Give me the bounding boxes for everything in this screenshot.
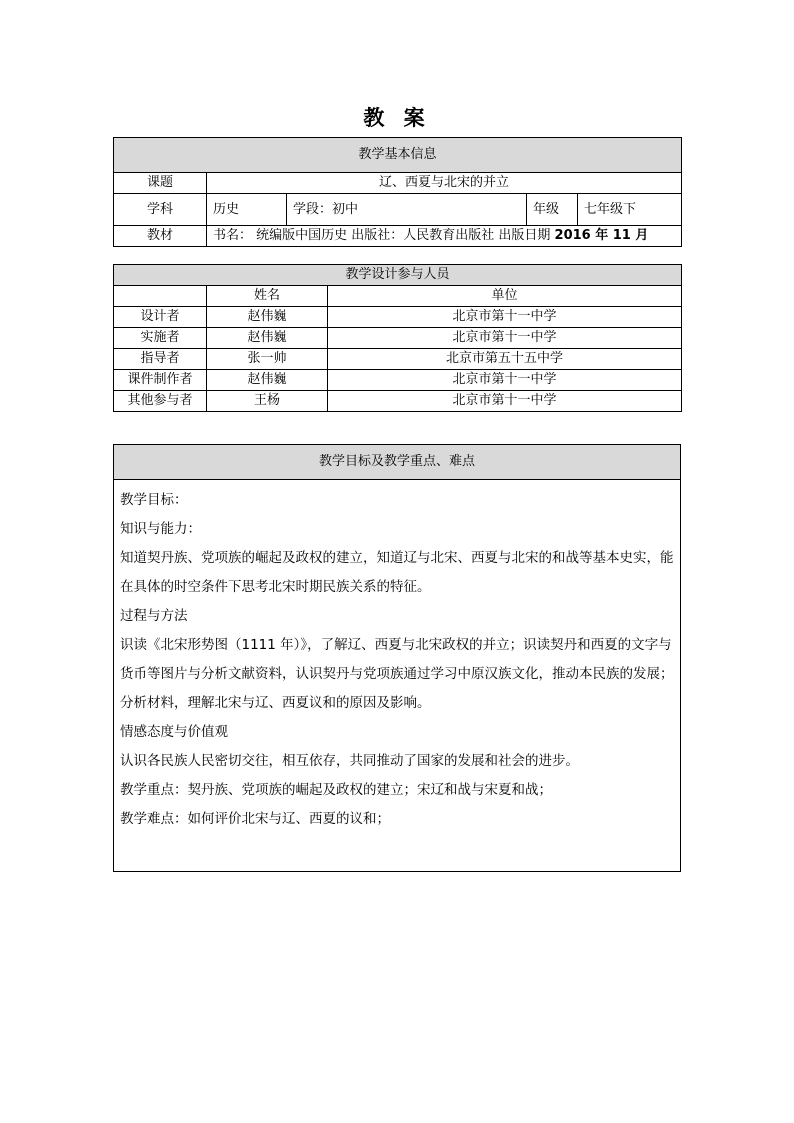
process-text: 识读《北宋形势图（1111 年）》，了解辽、西夏与北宋政权的并立；识读契丹和西夏的文字与货币等图片与分析文献资料，认识契丹与党项族通过学习中原汉族文化，推动本民族的发展；分析材料，理解北宋与辽、西夏议和的原因及影响。	[120, 637, 674, 711]
grade-value: 七年级下	[578, 194, 682, 226]
name-cell: 赵伟巍	[207, 370, 328, 391]
difficult-points: 教学难点：如何评价北宋与辽、西夏的议和；	[120, 811, 390, 827]
unit-cell: 北京市第十一中学	[328, 328, 682, 349]
basic-info-table	[113, 137, 682, 247]
table-row	[114, 307, 682, 328]
name-cell: 赵伟巍	[207, 328, 328, 349]
topic-label: 课题	[114, 173, 207, 194]
textbook-date: 2016 年 11 月	[554, 228, 649, 243]
name-cell: 王杨	[207, 391, 328, 412]
subject-value: 历史	[207, 194, 287, 226]
role-cell: 指导者	[114, 349, 207, 370]
table-row	[114, 370, 682, 391]
key-points: 教学重点：契丹族、党项族的崛起及政权的建立；宋辽和战与宋夏和战；	[120, 782, 552, 798]
participants-header: 教学设计参与人员	[114, 265, 682, 286]
table-row	[114, 349, 682, 370]
page-title: 教 案	[363, 106, 431, 130]
role-cell: 设计者	[114, 307, 207, 328]
corner-cell	[114, 286, 207, 307]
role-cell: 课件制作者	[114, 370, 207, 391]
process-heading: 过程与方法	[120, 608, 188, 624]
knowledge-heading: 知识与能力：	[120, 521, 201, 537]
knowledge-text: 知道契丹族、党项族的崛起及政权的建立，知道辽与北宋、西夏与北宋的和战等基本史实，能在具体的时空条件下思考北宋时期民族关系的特征。	[120, 550, 674, 595]
role-cell: 实施者	[114, 328, 207, 349]
name-cell: 张一帅	[207, 349, 328, 370]
goals-table	[113, 444, 681, 872]
unit-cell: 北京市第十一中学	[328, 307, 682, 328]
column-header-name: 姓名	[207, 286, 328, 307]
column-header-unit: 单位	[328, 286, 682, 307]
unit-cell: 北京市第十一中学	[328, 391, 682, 412]
topic-value: 辽、西夏与北宋的并立	[207, 173, 682, 194]
values-text: 认识各民族人民密切交往，相互依存，共同推动了国家的发展和社会的进步。	[120, 753, 579, 769]
goals-heading: 教学目标：	[120, 492, 188, 508]
unit-cell: 北京市第十一中学	[328, 370, 682, 391]
stage-value: 学段：初中	[287, 194, 527, 226]
values-heading: 情感态度与价值观	[120, 724, 228, 740]
textbook-value	[207, 226, 682, 247]
table-row	[114, 328, 682, 349]
goals-body	[114, 480, 681, 872]
unit-cell: 北京市第五十五中学	[328, 349, 682, 370]
goals-header: 教学目标及教学重点、难点	[114, 445, 681, 480]
participants-table	[113, 264, 682, 412]
name-cell: 赵伟巍	[207, 307, 328, 328]
role-cell: 其他参与者	[114, 391, 207, 412]
table-row	[114, 391, 682, 412]
subject-label: 学科	[114, 194, 207, 226]
basic-info-header: 教学基本信息	[114, 138, 682, 173]
textbook-info: 书名： 统编版中国历史 出版社：人民教育出版社 出版日期	[213, 228, 555, 243]
textbook-label: 教材	[114, 226, 207, 247]
grade-label: 年级	[527, 194, 578, 226]
